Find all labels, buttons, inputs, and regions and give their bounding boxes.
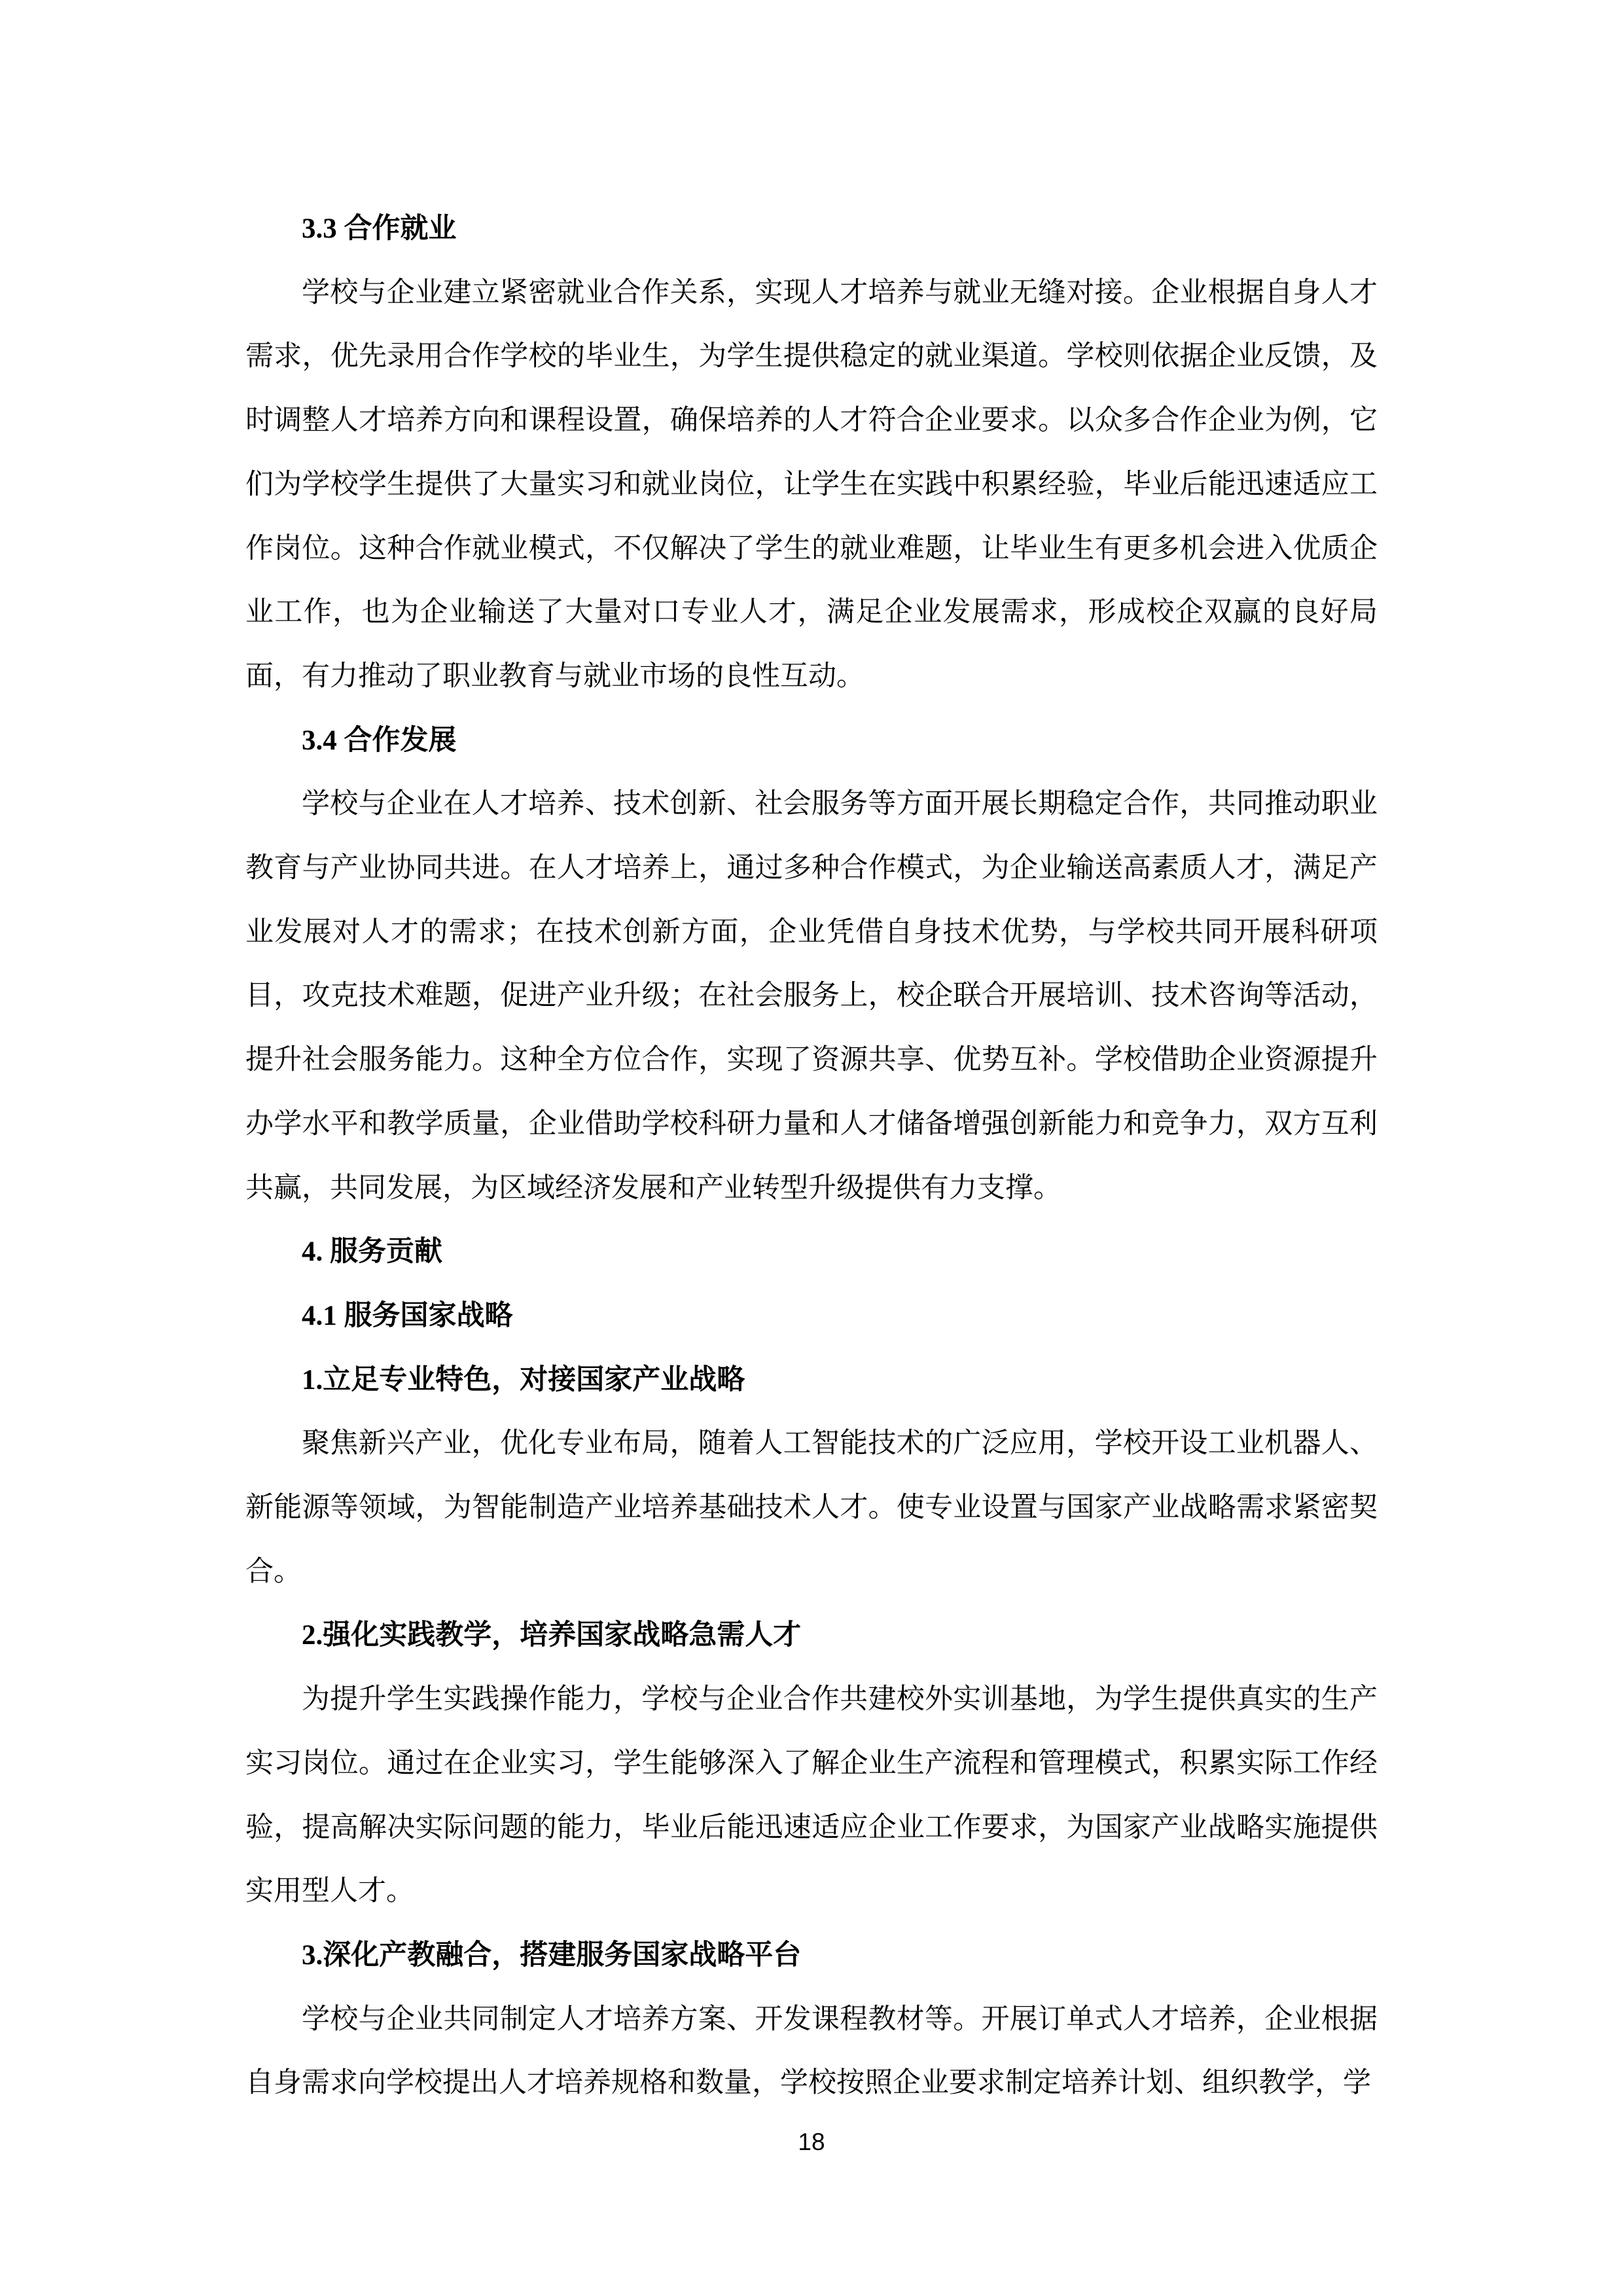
section-heading-4: 4. 服务贡献 <box>302 1236 442 1268</box>
list-heading-2: 2.强化实践教学，培养国家战略急需人才 <box>302 1620 802 1651</box>
paragraph-cooperative-development: 学校与企业在人才培养、技术创新、社会服务等方面开展长期稳定合作，共同推动职业教育与产业协同共进。在人才培养上，通过多种合作模式，为企业输送高素质人才，满足产业发展对人才的需求；在技术创新方面，企业凭借自身技术优势，与学校共同开展科研项目，攻克技术难题，促进产业升级；在社会服务上，校企联合开展培训、技术咨询等活动，提升社会服务能力。这种全方位合作，实现了资源共享、优势互补。学校借助企业资源提升办学水平和教学质量，企业借助学校科研力量和人才储备增强创新能力和竞争力，双方互利共赢，共同发展，为区域经济发展和产业转型升级提供有力支撑。 <box>245 789 1378 1204</box>
paragraph-item-2: 为提升学生实践操作能力，学校与企业合作共建校外实训基地，为学生提供真实的生产实习岗位。通过在企业实习，学生能够深入了解企业生产流程和管理模式，积累实际工作经验，提高解决实际问题的能力，毕业后能迅速适应企业工作要求，为国家产业战略实施提供实用型人才。 <box>245 1684 1378 1907</box>
paragraph-item-3: 学校与企业共同制定人才培养方案、开发课程教材等。开展订单式人才培养，企业根据自身需求向学校提出人才培养规格和数量，学校按照企业要求制定培养计划、组织教学，学 <box>245 2003 1378 2099</box>
section-heading-3-3: 3.3 合作就业 <box>302 213 457 244</box>
section-heading-3-4: 3.4 合作发展 <box>302 725 457 756</box>
list-heading-3: 3.深化产教融合，搭建服务国家战略平台 <box>302 1939 802 1971</box>
paragraph-cooperative-employment: 学校与企业建立紧密就业合作关系，实现人才培养与就业无缝对接。企业根据自身人才需求，优先录用合作学校的毕业生，为学生提供稳定的就业渠道。学校则依据企业反馈，及时调整人才培养方向和课程设置，确保培养的人才符合企业要求。以众多合作企业为例，它们为学校学生提供了大量实习和就业岗位，让学生在实践中积累经验，毕业后能迅速适应工作岗位。这种合作就业模式，不仅解决了学生的就业难题，让毕业生有更多机会进入优质企业工作，也为企业输送了大量对口专业人才，满足企业发展需求，形成校企双赢的良好局面，有力推动了职业教育与就业市场的良性互动。 <box>245 277 1378 692</box>
page-number: 18 <box>798 2128 825 2155</box>
list-heading-1: 1.立足专业特色，对接国家产业战略 <box>302 1364 745 1395</box>
paragraph-item-1: 聚焦新兴产业，优化专业布局，随着人工智能技术的广泛应用，学校开设工业机器人、新能源等领域，为智能制造产业培养基础技术人才。使专业设置与国家产业战略需求紧密契合。 <box>245 1428 1378 1587</box>
section-heading-4-1: 4.1 服务国家战略 <box>302 1300 513 1331</box>
page-body-text <box>245 197 1378 2115</box>
